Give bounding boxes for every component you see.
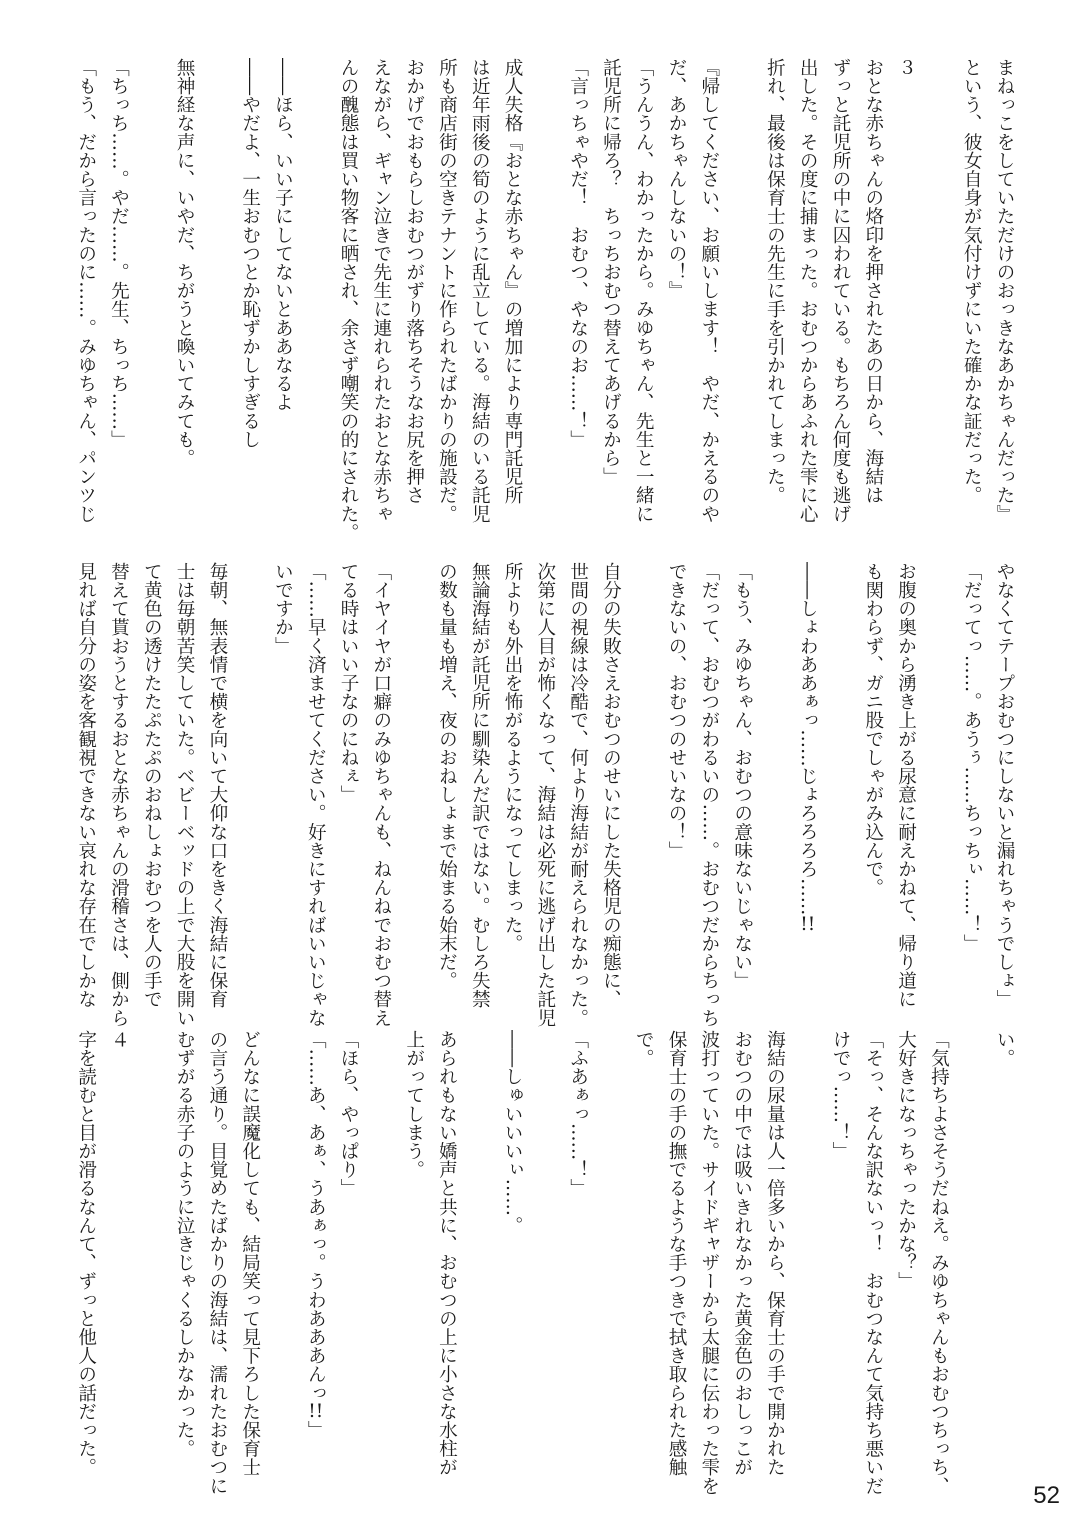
- text-line: [626, 562, 659, 1012]
- text-line: ――しょわああぁっ……じょろろろろ……!!: [797, 562, 819, 934]
- text-line: い。: [994, 1030, 1015, 1068]
- text-line: 成人失格『おとな赤ちゃん』の増加により専門託児所: [502, 58, 524, 505]
- text-line: 無神経な声に、いやだ、ちがうと喚いてみても。: [174, 58, 196, 468]
- text-line: [790, 1030, 823, 1480]
- text-line: 世間の視線は冷酷で、何より海結が耐えられなかった。: [567, 562, 589, 1027]
- text-line: 無論海結が託児所に馴染んだ訳ではない。むしろ失禁: [469, 562, 491, 1009]
- text-line: 「気持ちよさそうだねえ。みゆちゃんもおむつちっち、: [928, 1030, 950, 1495]
- text-line: という、彼女自身が気付けずにいた確かな証だった。: [961, 58, 983, 505]
- text-line: [758, 562, 791, 1012]
- text-line: 折れ、最後は保育士の先生に手を引かれてしまった。: [764, 58, 786, 505]
- text-line: 大好きになっちゃったかな？」: [895, 1030, 917, 1291]
- text-line: [200, 58, 233, 508]
- exclamation-mark: !!: [308, 1402, 324, 1421]
- text-line: 「……早く済ませてください。好きにすればいいじゃな: [305, 562, 327, 1027]
- text-line: の言う通り。目覚めたばかりの海結は、濡れたおむつに: [206, 1030, 228, 1495]
- text-line: お腹の奥から湧き上がる尿意に耐えかねて、帰り道に: [895, 562, 917, 1009]
- text-line: て黄色の透けたたぷたぷのおねしょおむつを人の手で: [141, 562, 163, 1009]
- text-line: 上がってしまう。: [403, 1030, 425, 1179]
- text-line: てる時はいい子なのにねぇ」: [338, 562, 360, 804]
- text-line: だ、あかちゃんしないの！』: [666, 58, 688, 300]
- text-line: 「うんうん、わかったから。みゆちゃん、先生と一緒に: [633, 58, 655, 523]
- text-line: 『帰してください、お願いします！ やだ、かえるのや: [698, 58, 720, 523]
- text-line: ――やだよ、一生おむつとか恥ずかしすぎるし: [239, 58, 261, 449]
- text-line: けでっ……！」: [830, 1030, 852, 1161]
- text-line: 「ほら、やっぱり」: [338, 1030, 360, 1198]
- text-line: [594, 1030, 627, 1480]
- text-line: 毎朝、無表情で横を向いて大仰な口をきく海結に保育: [206, 562, 228, 1009]
- text-line: 「ちっち……。やだ……。先生、ちっち……」: [108, 58, 130, 449]
- text-line: [397, 562, 430, 1012]
- text-line: んの醜態は買い物客に晒され、余さず嘲笑の的にされた。: [338, 58, 360, 542]
- text-line: 「だって、おむつがわるいの……。おむつだからちっち: [698, 562, 720, 1027]
- text-line: 見れば自分の姿を客観視できない哀れな存在でしかな: [75, 562, 97, 1009]
- text-line: 海結の尿量は人一倍多いから、保育士の手で開かれた: [764, 1030, 786, 1477]
- text-line: [954, 1030, 987, 1480]
- text-line: 「もう、だから言ったのに……。みゆちゃん、パンツじ: [75, 58, 97, 523]
- text-line: [922, 562, 955, 1012]
- text-line: [233, 562, 266, 1012]
- text-line: あられもない嬌声と共に、おむつの上に小さな水柱が: [436, 1030, 458, 1477]
- text-line: は近年雨後の筍のように乱立している。海結のいる託児: [469, 58, 491, 523]
- text-line: おかげでおもらしおむつがずり落ちそうなお尻を押さ: [403, 58, 425, 505]
- text-line: 「言っちゃやだ！ おむつ、やなのお……！」: [567, 58, 589, 449]
- text-line: 士は毎朝苦笑していた。ベビーベッドの上で大股を開い: [174, 562, 196, 1027]
- text-line: ずっと託児所の中に囚われている。もちろん何度も逃げ: [830, 58, 852, 523]
- text-line: [364, 1030, 397, 1480]
- text-line: も関わらず、ガニ股でしゃがみ込んで。: [862, 562, 884, 897]
- text-line: 「イヤイヤが口癖のみゆちゃんも、ねんねでおむつ替え: [370, 562, 392, 1027]
- page-number: 52: [1033, 1482, 1060, 1509]
- text-line: どんなに誤魔化しても、結局笑って見下ろした保育士: [239, 1030, 261, 1477]
- text-line: むずがる赤子のように泣きじゃくるしかなかった。: [174, 1030, 196, 1458]
- text-line: ――ほら、いい子にしてないとああなるよ: [272, 58, 294, 412]
- text-line: おとな赤ちゃんの烙印を押されたあの日から、海結は: [862, 58, 884, 505]
- text-line: [462, 1030, 495, 1480]
- text-line: できないの、おむつのせいなの！」: [666, 562, 688, 860]
- text-line: 次第に人目が怖くなって、海結は必死に逃げ出した託児: [534, 562, 556, 1027]
- text-line: おむつの中では吸いきれなかった黄金色のおしっこが: [731, 1030, 753, 1477]
- text-line: [528, 58, 561, 508]
- text-line: [266, 1030, 299, 1480]
- text-line: で。: [633, 1030, 655, 1068]
- text-line: 所よりも外出を怖がるようになってしまった。: [502, 562, 524, 953]
- text-line: 「だってっ……。あうぅ……ちっちぃ……！」: [961, 562, 983, 953]
- exclamation-mark: !!: [800, 915, 816, 934]
- text-line: の数も量も増え、夜のおねしょまで始まる始末だ。: [436, 562, 458, 990]
- text-line: 「ふあぁっ……！」: [567, 1030, 589, 1198]
- text-line: 字を読むと目が滑るなんて、ずっと他人の話だった。: [75, 1030, 97, 1477]
- text-line: [298, 58, 331, 508]
- text-line: 「……あ、あぁ、うあぁっ。うわあああんっ!!」: [305, 1030, 327, 1440]
- text-line: [725, 58, 758, 508]
- text-line: ３: [895, 58, 917, 77]
- text-line: ４: [108, 1030, 130, 1049]
- text-block-middle: [69, 562, 1020, 1027]
- text-line: [134, 58, 167, 508]
- text-line: 「そっ、そんな訳ないっ！ おむつなんて気持ち悪いだ: [862, 1030, 884, 1495]
- text-line: 「もう、みゆちゃん、おむつの意味ないじゃない」: [731, 562, 753, 990]
- text-line: やなくてテープおむつにしないと漏れちゃうでしょ」: [994, 562, 1015, 1009]
- text-line: えながら、ギャン泣きで先生に連れられたおとな赤ちゃ: [370, 58, 392, 523]
- text-line: 所も商店街の空きテナントに作られたばかりの施設だ。: [436, 58, 458, 523]
- text-block-bottom: [69, 1030, 1020, 1495]
- text-line: [922, 58, 955, 508]
- text-line: [528, 1030, 561, 1480]
- text-line: まねっこをしていただけのおっきなあかちゃんだった』: [994, 58, 1015, 523]
- text-line: 自分の失敗さえおむつのせいにした失格児の痴態に、: [600, 562, 622, 1009]
- text-line: 託児所に帰ろ？ ちっちおむつ替えてあげるから」: [600, 58, 622, 486]
- text-block-top: [69, 58, 1020, 542]
- text-line: ――しゅいいいぃ……。: [502, 1030, 524, 1235]
- text-line: 波打っていた。サイドギャザーから太腿に伝わった雫を: [698, 1030, 720, 1495]
- text-line: [134, 1030, 167, 1480]
- text-line: 出した。その度に捕まった。おむつからあふれた雫に心: [797, 58, 819, 523]
- text-line: 保育士の手の撫でるような手つきで拭き取られた感触: [666, 1030, 688, 1477]
- text-line: 替えて貰おうとするおとな赤ちゃんの滑稽さは、側から: [108, 562, 130, 1027]
- text-line: [823, 562, 856, 1012]
- text-line: いですか」: [272, 562, 294, 655]
